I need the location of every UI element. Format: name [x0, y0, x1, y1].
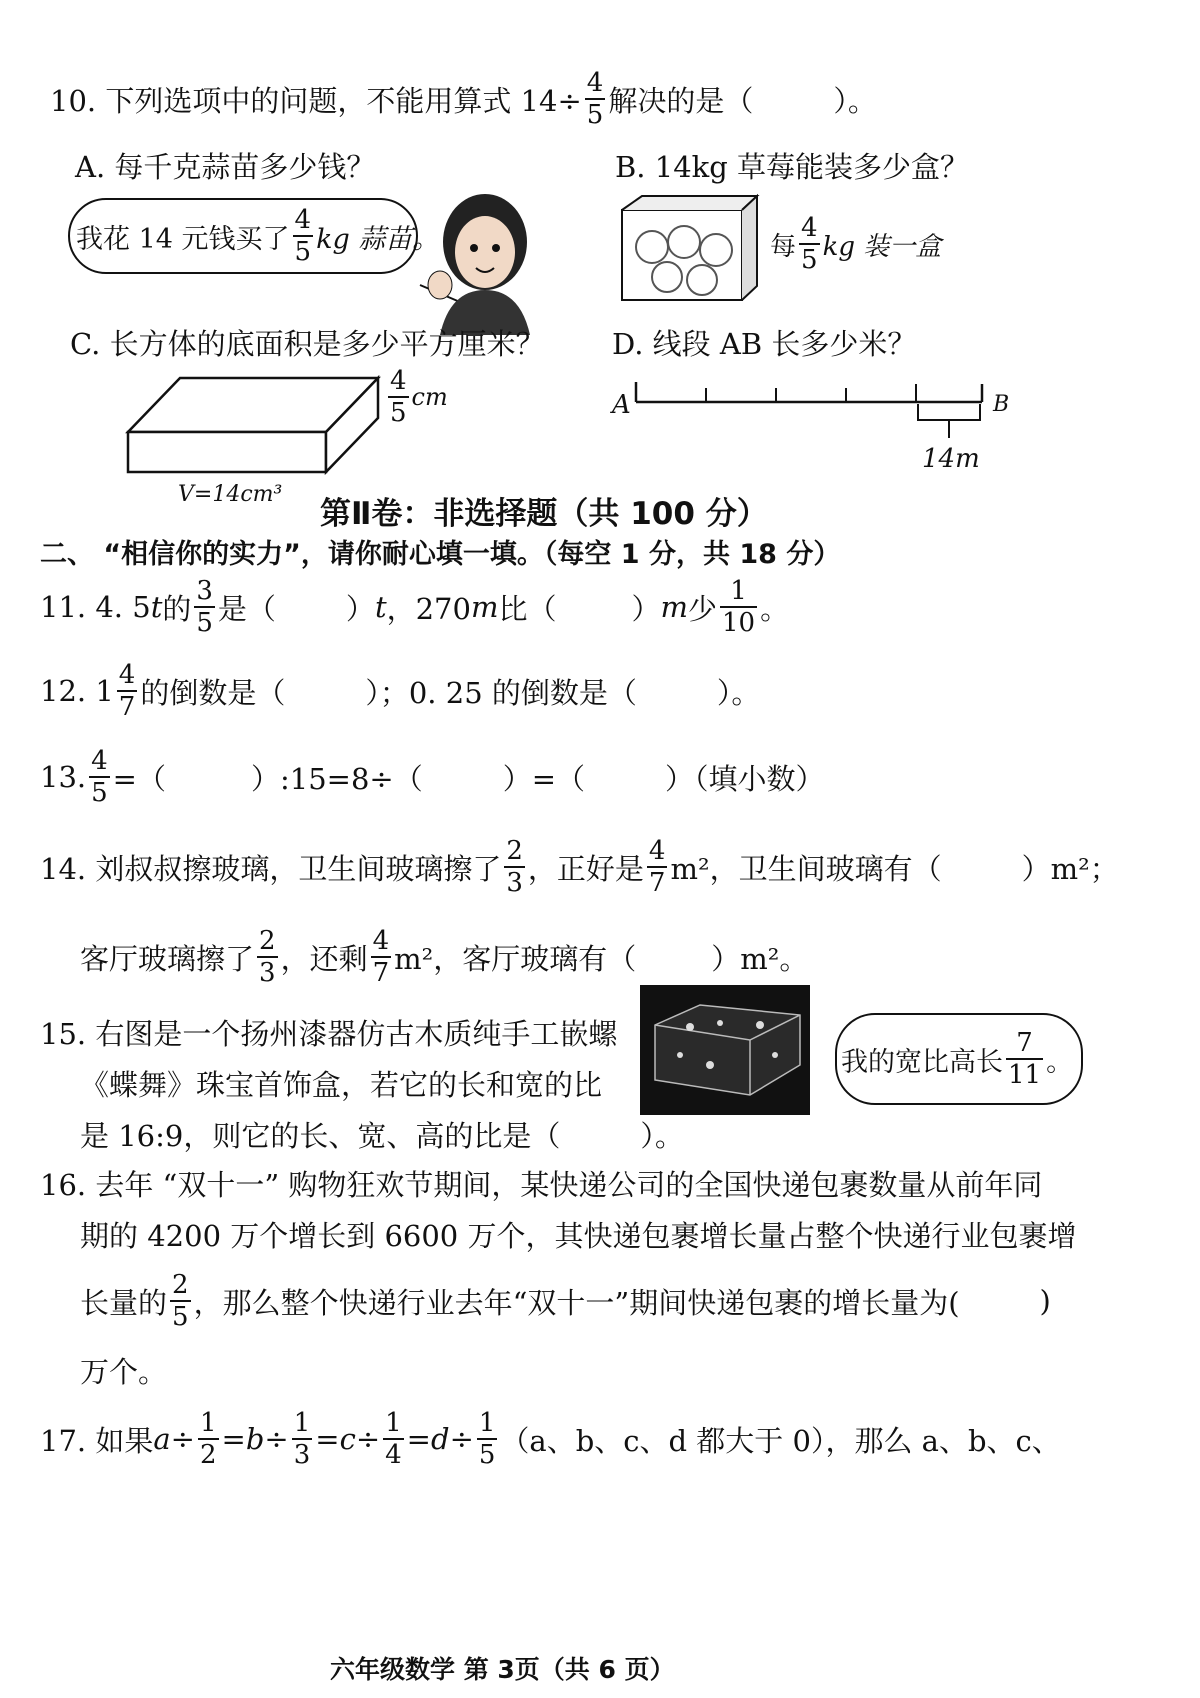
q10-option-b: B. 14kg 草莓能装多少盒？ [615, 150, 970, 184]
q10-option-c: C. 长方体的底面积是多少平方厘米？ [70, 327, 545, 361]
q10-option-a: A. 每千克蒜苗多少钱？ [75, 150, 376, 184]
jewelry-box-photo [640, 985, 810, 1115]
fraction: $\frac{4}{5}$ [586, 68, 604, 130]
section-2-subtitle: 二、 “相信你的实力”，请你耐心填一填。（每空 1 分，共 18 分） [40, 539, 841, 570]
q14-line-2: 客厅玻璃擦了 $\frac{2}{3}$ ，还剩 $\frac{4}{7}$ m²，客厅玻璃有（ ）m²。 [80, 926, 809, 988]
segment-ab-icon [630, 380, 990, 450]
section-2-title: 第Ⅱ卷：非选择题（共 100 分） [320, 496, 768, 532]
q10-option-b-note: 每 $\frac{4}{5}$ kg 装一盒 [770, 213, 942, 275]
q17: 17. 如果 a ÷ $\frac{1}{2}$ = b ÷ $\frac{1}{3}$ = c ÷ $\frac{1}{4}$ = d ÷ $\frac{1}{5}$ （a、b、c、d 都大于 0），那么 a、b、c、 [40, 1408, 1061, 1470]
cuboid-height-label: $\frac{4}{5}$ cm [390, 366, 448, 428]
q15-line-2: 《蝶舞》珠宝首饰盒，若它的长和宽的比 [80, 1068, 603, 1102]
speech-bubble-a: 我花 14 元钱买了 $\frac{4}{5}$ kg 蒜苗。 [68, 198, 418, 274]
segment-length-label: 14m [922, 444, 980, 474]
speech-bubble-q15: 我的宽比高长 $\frac{7}{11}$ 。 [835, 1013, 1083, 1105]
strawberry-box-icon [612, 192, 762, 307]
page-footer: 六年级数学 第 3页（共 6 页） [330, 1655, 675, 1684]
point-b-label: B [993, 392, 1010, 417]
q15-line-3: 是 16:9，则它的长、宽、高的比是（ ）。 [80, 1119, 684, 1153]
q10-option-d: D. 线段 AB 长多少米？ [612, 327, 917, 361]
q16-line-1: 16. 去年 “双十一” 购物狂欢节期间，某快递公司的全国快递包裹数量从前年同 [40, 1168, 1043, 1202]
q10-stem: 10. 下列选项中的问题，不能用算式 14÷ $\frac{4}{5}$ 解决的是（ ）。 [50, 68, 877, 130]
cuboid-icon [120, 370, 390, 480]
q15-line-1: 15. 右图是一个扬州漆器仿古木质纯手工嵌螺 [40, 1017, 618, 1051]
girl-figure-icon [380, 190, 560, 335]
cuboid-volume-label: V=14cm³ [178, 482, 283, 507]
q11: 11. 4. 5 t 的 $\frac{3}{5}$ 是（ ） t ，270 m 比（ ） m 少 $\frac{1}{10}$ 。 [40, 576, 790, 638]
q16-line-2: 期的 4200 万个增长到 6600 万个，其快递包裹增长量占整个快递行业包裹增 [80, 1219, 1077, 1253]
q16-line-3: 长量的 $\frac{2}{5}$ ，那么整个快递行业去年“双十一”期间快递包裹的增长量为( ) [80, 1270, 1051, 1332]
q14-line-1: 14. 刘叔叔擦玻璃，卫生间玻璃擦了 $\frac{2}{3}$ ，正好是 $\frac{4}{7}$ m²，卫生间玻璃有（ ）m²； [40, 836, 1119, 898]
q16-line-4: 万个。 [80, 1355, 168, 1389]
q13: 13. $\frac{4}{5}$ =（ ）:15=8÷（ ）=（ ）（填小数） [40, 746, 825, 808]
point-a-label: A [612, 390, 631, 420]
q12: 12. 1 $\frac{4}{7}$ 的倒数是（ ）；0. 25 的倒数是（ ）。 [40, 660, 761, 722]
